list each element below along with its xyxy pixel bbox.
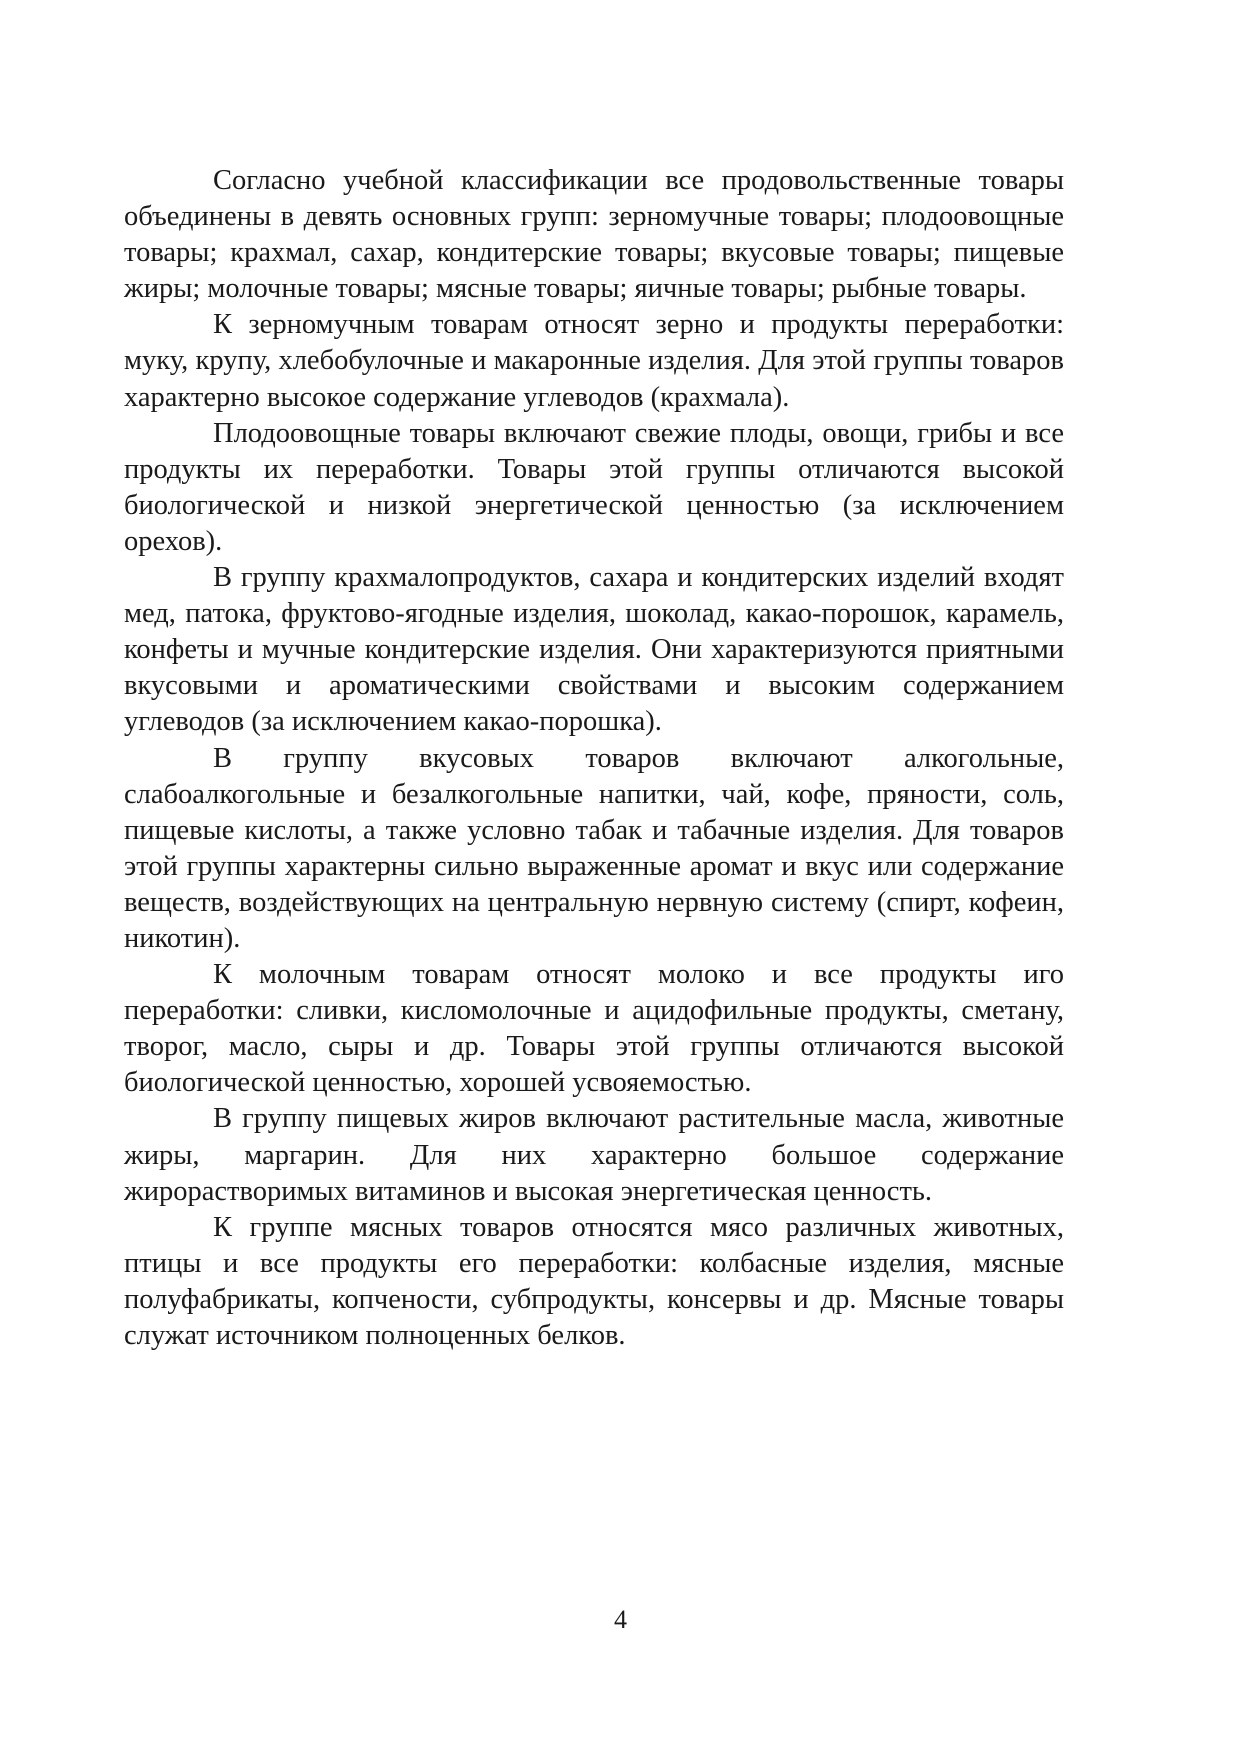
paragraph-starch-sugar-confectionery: В группу крахмалопродуктов, сахара и кондитерских изделий входят мед, патока, фруктово-ягодные изделия, шоколад, какао-порошок, карамель, конфеты и мучные кондитерские изделия. Они характеризуются приятными вкусовыми и ароматическими свойствами и высоким содержанием углеводов (за исключением какао-порошка). (124, 562, 1064, 738)
paragraph-flavor-products: В группу вкусовых товаров включают алкогольные, слабоалкогольные и безалкогольные напитки, чай, кофе, пряности, соль, пищевые кислоты, а также условно табак и табачные изделия. Для товаров этой группы характерны сильно выраженные аромат и вкус или содержание веществ, воздействующих на центральную нервную систему (спирт, кофеин, никотин). (124, 742, 1064, 954)
page-number: 4 (614, 1605, 627, 1634)
paragraph-grain-products: К зерномучным товарам относят зерно и продукты переработки: муку, крупу, хлебобулочные и макаронные изделия. Для этой группы товаров характерно высокое содержание углеводов (крахмала). (124, 309, 1064, 413)
paragraph-dairy-products: К молочным товарам относят молоко и все продукты иго переработки: сливки, кисломолочные и ацидофильные продукты, сметану, творог, масло, сыры и др. Товары этой группы отличаются высокой биологической ценностью, хорошей усвояемостью. (124, 959, 1064, 1099)
paragraph-edible-fats: В группу пищевых жиров включают растительные масла, животные жиры, маргарин. Для них характерно большое содержание жирорастворимых витаминов и высокая энергетическая ценность. (124, 1103, 1064, 1207)
paragraph-meat-products: К группе мясных товаров относятся мясо различных животных, птицы и все продукты его переработки: колбасные изделия, мясные полуфабрикаты, копчености, субпродукты, консервы и др. Мясные товары служат источником полноценных белков. (124, 1211, 1064, 1351)
paragraph-classification: Согласно учебной классификации все продовольственные товары объединены в девять основных групп: зерномучные товары; плодоовощные товары; крахмал, сахар, кондитерские товары; вкусовые товары; пищевые жиры; молочные товары; мясные товары; яичные товары; рыбные товары. (124, 165, 1064, 305)
paragraph-fruit-vegetables: Плодоовощные товары включают свежие плоды, овощи, грибы и все продукты их переработки. Товары этой группы отличаются высокой биологической и низкой энергетической ценностью (за исключением орехов). (124, 417, 1064, 557)
body-text (124, 163, 1064, 1354)
